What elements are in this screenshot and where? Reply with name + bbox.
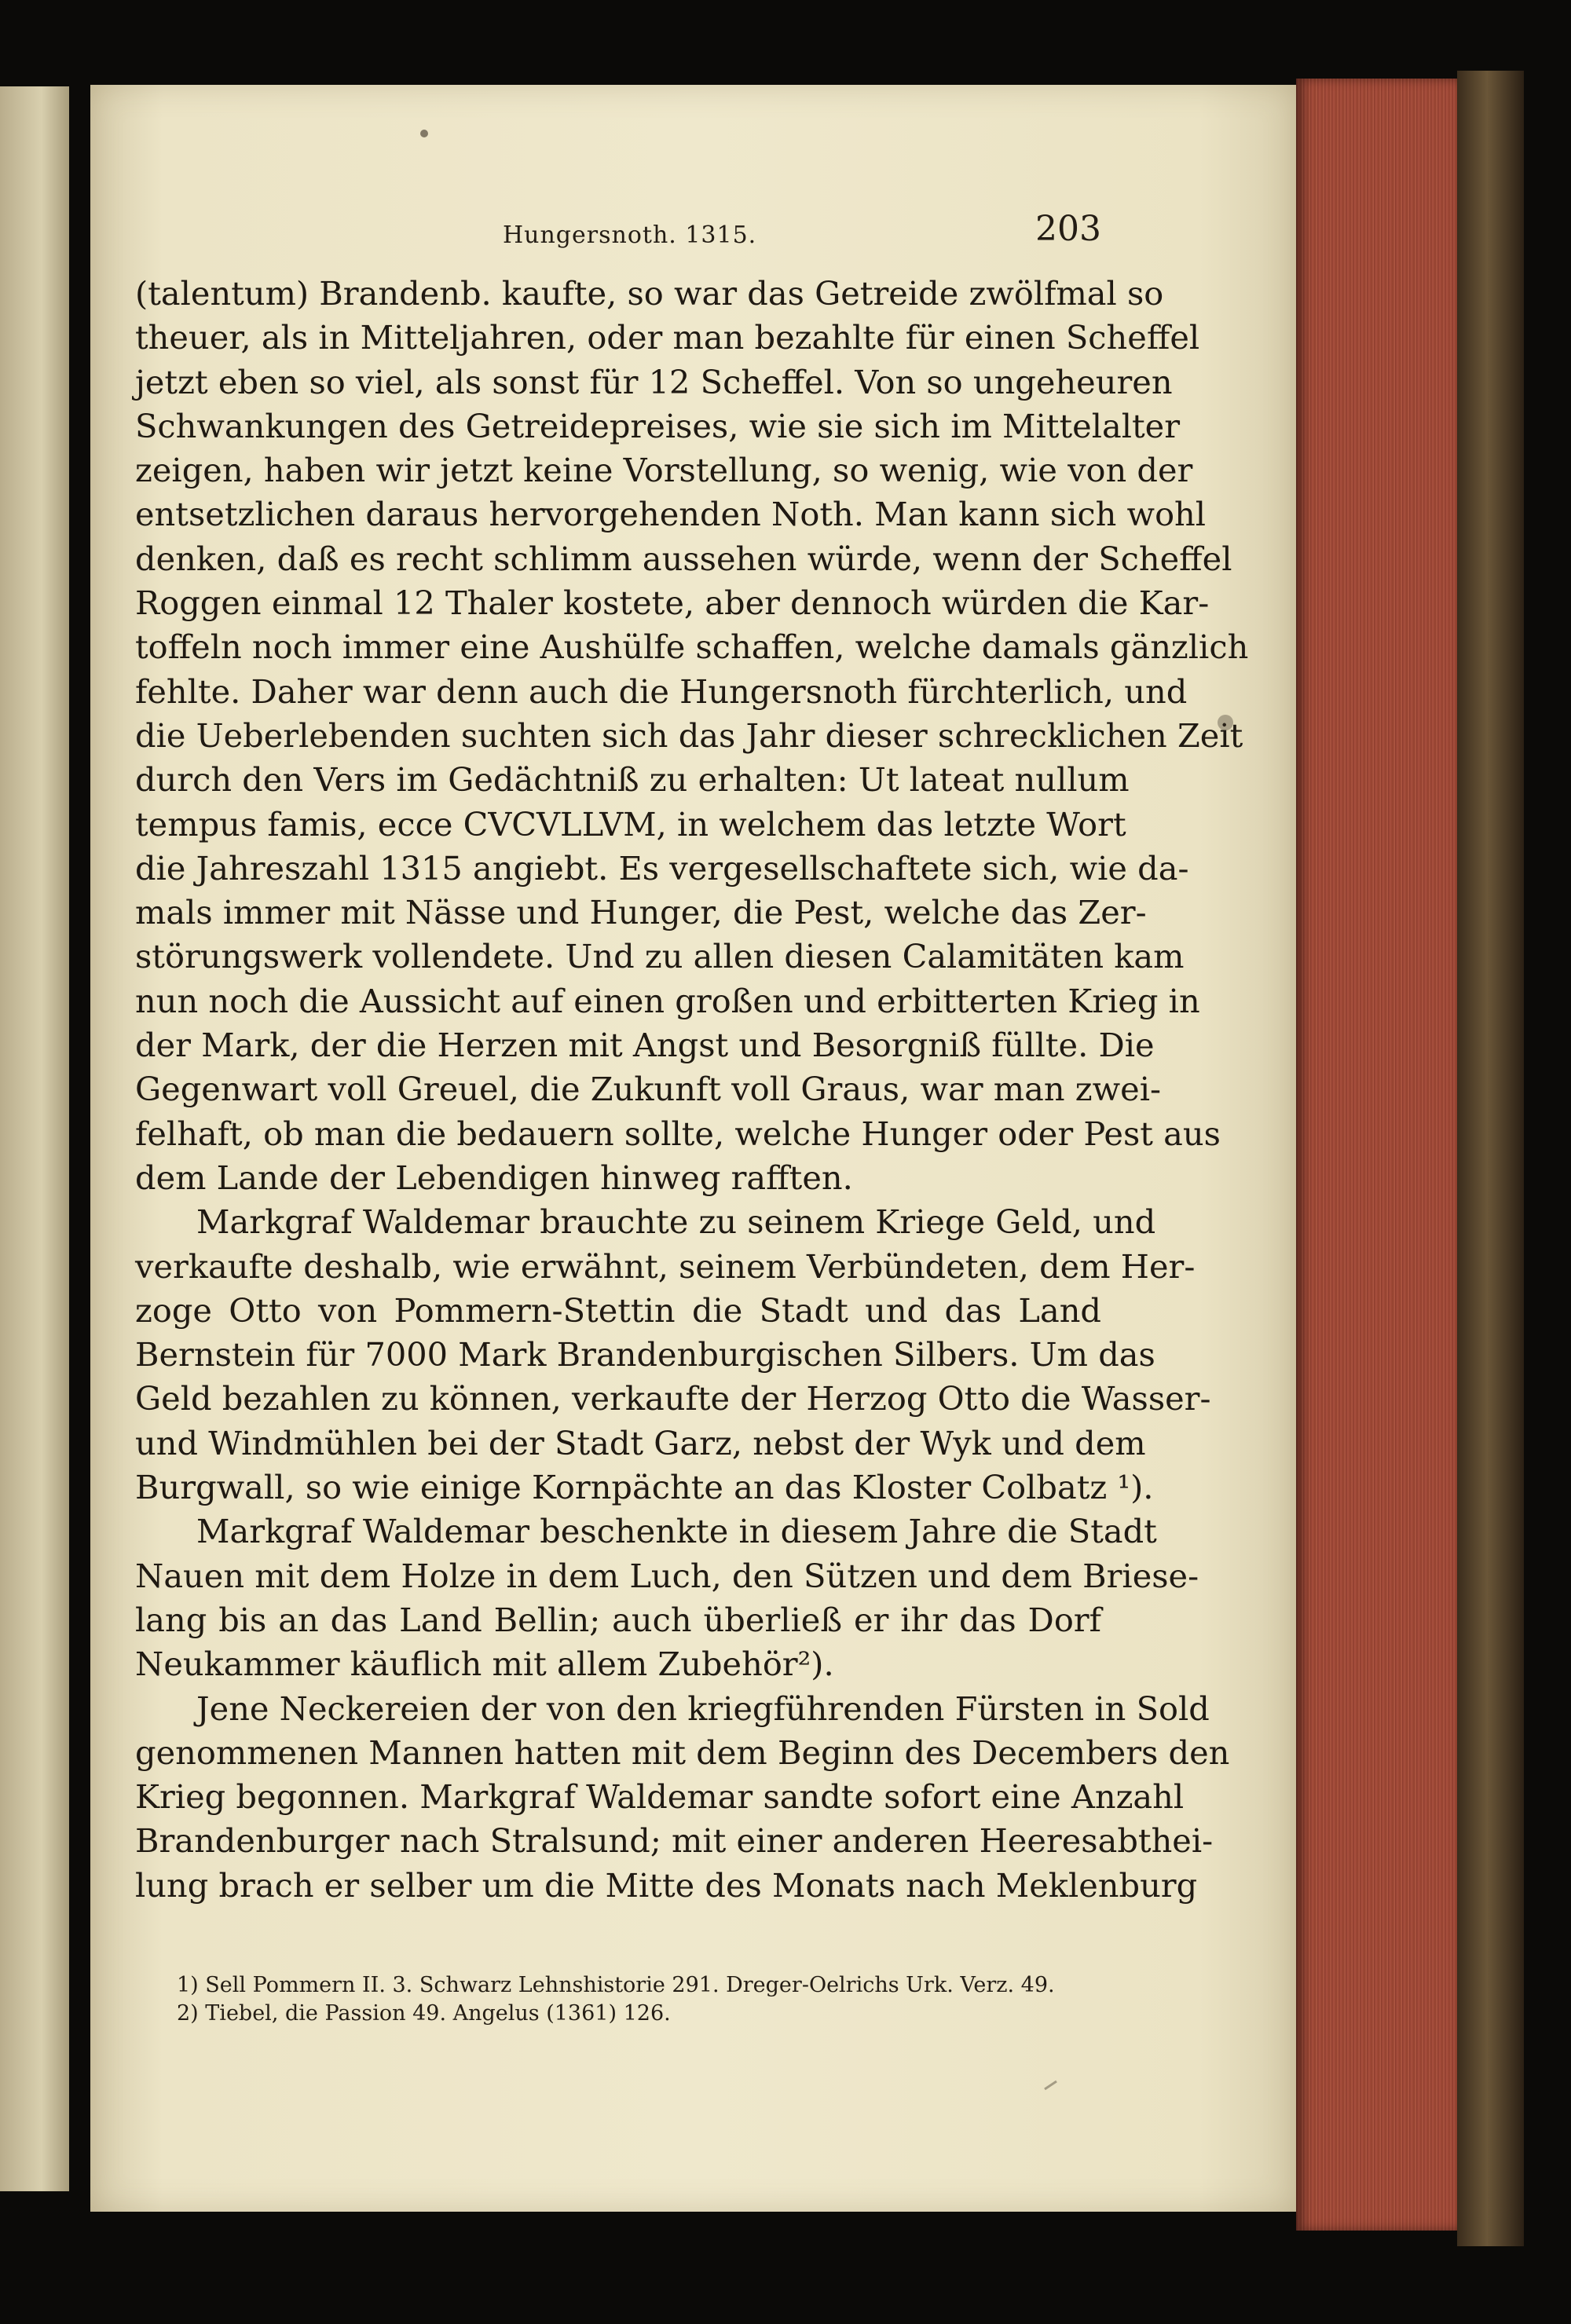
text-line: (talentum) Brandenb. kaufte, so war das Getreide zwölfmal so [135,274,1164,313]
text-line: die Ueberlebenden suchten sich das Jahr dieser schrecklichen Zeit [135,715,1243,755]
text-line: zeigen, haben wir jetzt keine Vorstellung, so wenig, wie von der [135,451,1193,490]
text-line: Burgwall, so wie einige Kornpächte an das Kloster Colbatz ¹). [135,1468,1154,1507]
page-number: 203 [1035,209,1101,249]
text-line: Roggen einmal 12 Thaler kostete, aber dennoch würden die Kar- [135,584,1210,623]
text-line: Geld bezahlen zu können, verkaufte der Herzog Otto die Wasser- [135,1379,1211,1418]
paragraph-start-line: Jene Neckereien der von den kriegführenden Fürsten in Sold [196,1689,1210,1728]
text-line: Bernstein für 7000 Mark Brandenburgischen Silbers. Um das [135,1335,1155,1374]
text-line: tempus famis, ecce CVCVLLVM, in welchem das letzte Wort [135,804,1126,844]
text-line: denken, daß es recht schlimm aussehen würde, wenn der Scheffel [135,539,1232,578]
text-line: lung brach er selber um die Mitte des Monats nach Meklenburg [135,1865,1198,1905]
text-line: mals immer mit Nässe und Hunger, die Pest, welche das Zer- [135,893,1147,932]
text-line: störungswerk vollendete. Und zu allen diesen Calamitäten kam [135,937,1185,976]
footnote: 1) Sell Pommern II. 3. Schwarz Lehnshistorie 291. Dreger-Oelrichs Urk. Verz. 49. [177,1973,1055,1997]
book-cover-edge [1457,71,1524,2246]
text-line: verkaufte deshalb, wie erwähnt, seinem Verbündeten, dem Her- [135,1246,1196,1286]
text-line: zoge Otto von Pommern-Stettin die Stadt und das Land [135,1290,1101,1330]
text-line: felhaft, ob man die bedauern sollte, welche Hunger oder Pest aus [135,1114,1221,1153]
text-line: Krieg begonnen. Markgraf Waldemar sandte sofort eine Anzahl [135,1777,1185,1817]
body-text [135,272,1249,1908]
text-line: genommenen Mannen hatten mit dem Beginn des Decembers den [135,1733,1230,1772]
text-line: und Windmühlen bei der Stadt Garz, nebst der Wyk und dem [135,1423,1146,1462]
text-line: Gegenwart voll Greuel, die Zukunft voll Graus, war man zwei- [135,1070,1162,1109]
footnotes [177,1971,1111,2028]
text-line: jetzt eben so viel, als sonst für 12 Scheffel. Von so ungeheuren [135,362,1173,401]
text-line: entsetzlichen daraus hervorgehenden Noth. Man kann sich wohl [135,495,1207,534]
text-line: die Jahreszahl 1315 angiebt. Es vergesellschaftete sich, wie da- [135,848,1189,888]
text-line: der Mark, der die Herzen mit Angst und Besorgniß füllte. Die [135,1026,1155,1065]
text-line: durch den Vers im Gedächtniß zu erhalten: Ut lateat nullum [135,760,1130,800]
text-line: theuer, als in Mitteljahren, oder man bezahlte für einen Scheffel [135,318,1200,357]
text-line: nun noch die Aussicht auf einen großen und erbitterten Krieg in [135,981,1200,1020]
text-line: Schwankungen des Getreidepreises, wie sie sich im Mittelalter [135,406,1181,445]
text-line: lang bis an das Land Bellin; auch überließ er ihr das Dorf [135,1600,1101,1639]
text-line: Brandenburger nach Stralsund; mit einer anderen Heeresabthei- [135,1821,1214,1861]
red-page-edges [1296,79,1457,2231]
text-line: fehlte. Daher war denn auch die Hungersnoth fürchterlich, und [135,672,1188,711]
running-head: Hungersnoth. 1315. [503,221,757,249]
paragraph-end-line: dem Lande der Lebendigen hinweg rafften. [135,1158,853,1197]
paragraph-end-line: Neukammer käuflich mit allem Zubehör²). [135,1645,834,1684]
text-line: Nauen mit dem Holze in dem Luch, den Sützen und dem Briese- [135,1556,1199,1595]
footnote: 2) Tiebel, die Passion 49. Angelus (1361) 126. [177,2001,671,2026]
paragraph-start-line: Markgraf Waldemar brauchte zu seinem Kriege Geld, und [196,1202,1156,1242]
text-line: toffeln noch immer eine Aushülfe schaffen, welche damals gänzlich [135,628,1249,667]
facing-page-edge [0,86,69,2191]
paragraph-start-line: Markgraf Waldemar beschenkte in diesem Jahre die Stadt [196,1512,1157,1551]
